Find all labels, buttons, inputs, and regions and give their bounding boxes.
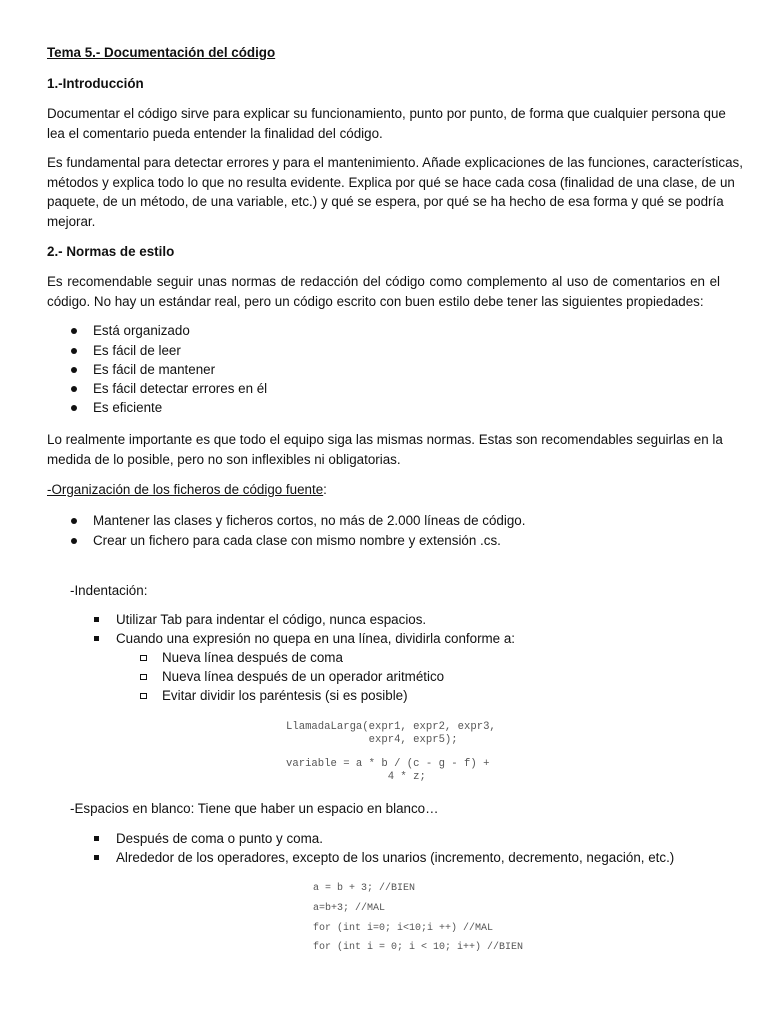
list-item: Crear un fichero para cada clase con mismo nombre y extensión .cs. xyxy=(93,533,501,548)
bullet-icon xyxy=(71,386,77,392)
document-title: Tema 5.- Documentación del código xyxy=(47,45,276,60)
sub-bullet-icon xyxy=(140,693,147,699)
text-line: métodos y explica todo lo que no resulta evidente. Explica por qué se hace cada cosa (finalidad de una clase, de un xyxy=(47,174,735,190)
subsection-heading-organization xyxy=(47,480,327,499)
intro-paragraph-2 xyxy=(47,153,743,231)
text-line: código. No hay un estándar real, pero un código escrito con buen estilo debe tener las siguientes propiedades: xyxy=(47,293,704,309)
text-line: lea el comentario pueda entender la finalidad del código. xyxy=(47,125,383,141)
subsection-heading-indentation: -Indentación: xyxy=(70,583,148,598)
text-line: mejorar. xyxy=(47,213,96,229)
list-item: Es fácil de mantener xyxy=(93,362,216,377)
text-line: medida de lo posible, pero no son inflexibles ni obligatorias. xyxy=(47,451,401,467)
section-heading-style: 2.- Normas de estilo xyxy=(47,244,175,259)
code-line: a=b+3; //MAL xyxy=(313,903,386,914)
list-item: Es eficiente xyxy=(93,400,163,415)
bullet-icon xyxy=(71,348,77,354)
text-line: paquete, de un método, de una variable, etc.) y qué se espera, por qué se ha hecho de esa forma y qué se podría xyxy=(47,194,724,210)
code-line: variable = a * b / (c - g - f) + xyxy=(286,758,490,770)
code-line: 4 * z; xyxy=(286,771,426,783)
list-item: Después de coma o punto y coma. xyxy=(116,831,323,846)
section-heading-intro: 1.-Introducción xyxy=(47,76,144,91)
heading-text: -Organización de los ficheros de código fuente xyxy=(47,482,324,497)
list-item: Utilizar Tab para indentar el código, nunca espacios. xyxy=(116,612,427,627)
bullet-icon xyxy=(71,367,77,373)
bullet-icon xyxy=(94,855,99,860)
code-line: expr4, expr5); xyxy=(286,734,458,746)
code-line: for (int i = 0; i < 10; i++) //BIEN xyxy=(313,942,524,953)
list-item: Es fácil detectar errores en él xyxy=(93,381,268,396)
list-item: Mantener las clases y ficheros cortos, no más de 2.000 líneas de código. xyxy=(93,513,526,528)
bullet-icon xyxy=(71,518,77,524)
code-line: a = b + 3; //BIEN xyxy=(313,883,416,894)
list-item: Cuando una expresión no quepa en una línea, dividirla conforme a: xyxy=(116,631,516,646)
style-paragraph-1 xyxy=(47,272,720,311)
list-item: Alrededor de los operadores, excepto de los unarios (incremento, decremento, negación, etc.) xyxy=(116,850,675,865)
text-line: Es recomendable seguir unas normas de redacción del código como complemento al uso de comentarios en el xyxy=(47,274,720,289)
bullet-icon xyxy=(94,836,99,841)
list-item: Está organizado xyxy=(93,323,190,338)
sub-list-item: Evitar dividir los paréntesis (si es posible) xyxy=(162,688,408,703)
bullet-icon xyxy=(94,636,99,641)
bullet-icon xyxy=(94,617,99,622)
subsection-heading-whitespace: -Espacios en blanco: Tiene que haber un espacio en blanco… xyxy=(70,801,439,816)
text-line: Es fundamental para detectar errores y para el mantenimiento. Añade explicaciones de las funciones, características, xyxy=(47,155,743,170)
sub-list-item: Nueva línea después de un operador aritmético xyxy=(162,669,445,684)
sub-bullet-icon xyxy=(140,674,147,680)
bullet-icon xyxy=(71,328,77,334)
list-item: Es fácil de leer xyxy=(93,343,181,358)
bullet-icon xyxy=(71,405,77,411)
text-line: Documentar el código sirve para explicar su funcionamiento, punto por punto, de forma que cualquier persona que xyxy=(47,106,726,121)
heading-suffix: : xyxy=(323,482,327,497)
code-line: LlamadaLarga(expr1, expr2, expr3, xyxy=(286,721,496,733)
intro-paragraph-1 xyxy=(47,104,726,143)
sub-bullet-icon xyxy=(140,655,147,661)
style-paragraph-2 xyxy=(47,430,723,469)
sub-list-item: Nueva línea después de coma xyxy=(162,650,343,665)
bullet-icon xyxy=(71,538,77,544)
text-line: Lo realmente importante es que todo el equipo siga las mismas normas. Estas son recomendables seguirlas en la xyxy=(47,432,723,447)
code-line: for (int i=0; i<10;i ++) //MAL xyxy=(313,923,494,934)
